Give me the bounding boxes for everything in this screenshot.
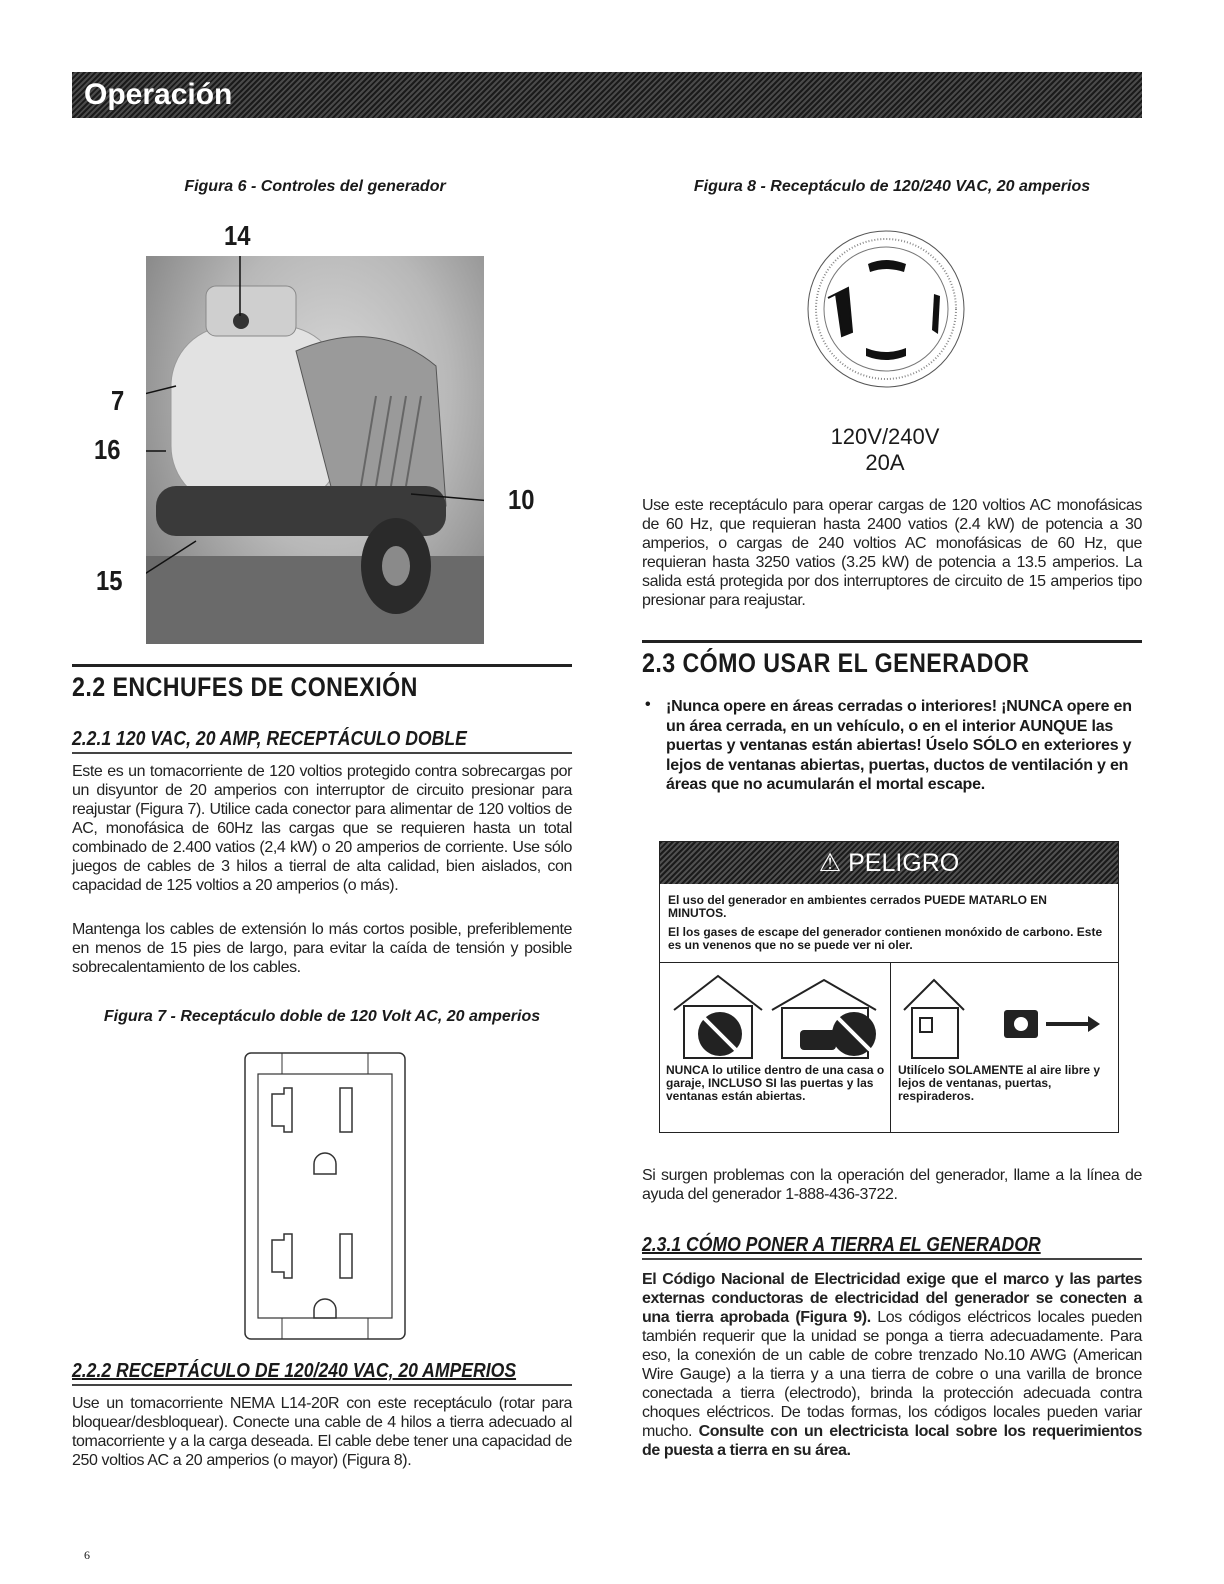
danger-line-2: El los gases de escape del generador contienen monóxido de carbono. Este es un venenos que no se puede ver ni oler. <box>668 925 1103 952</box>
danger-banner-label: PELIGRO <box>848 849 960 877</box>
outdoor-house-icon <box>900 970 1110 1060</box>
section-2-3-1-rule <box>642 1258 1142 1260</box>
section-2-2-2-rule <box>72 1384 572 1386</box>
callout-15: 15 <box>96 565 123 596</box>
consult-electrician-bold: Consulte con un electricista local sobre los requerimientos de puesta a tierra en su área. <box>642 1423 1142 1459</box>
page-number: 6 <box>84 1548 90 1562</box>
receptacle-voltage-label: 120V/240V <box>830 424 940 449</box>
warning-triangle-icon: ⚠ <box>818 849 849 877</box>
danger-line-1: El uso del generador en ambientes cerrados PUEDE MATARLO EN MINUTOS. <box>668 893 1047 920</box>
figure-6-caption: Figura 6 - Controles del generador <box>184 178 446 195</box>
callout-10: 10 <box>508 484 535 515</box>
danger-divider <box>660 962 1118 963</box>
danger-banner <box>660 842 1118 884</box>
section-2-2-1-title: 2.2.1 120 VAC, 20 AMP, RECEPTÁCULO DOBLE <box>72 728 467 750</box>
callout-7: 7 <box>111 385 125 416</box>
section-2-3-1-title: 2.3.1 CÓMO PONER A TIERRA EL GENERADOR <box>642 1234 1041 1256</box>
section-2-2-title: 2.2 ENCHUFES DE CONEXIÓN <box>72 672 418 702</box>
figure-8-paragraph: Use este receptáculo para operar cargas de 120 voltios AC monofásicas de 60 Hz, que requieran hasta 2400 vatios (2.4 kW) de potencia a 30 amperios, o cargas de 240 voltios AC monofásicas de 60 Hz, que requieran hasta 3250 vatios (3.25 kW) de potencia a 13.5 amperios. La salida está protegida por dos interruptores de circuito de 15 amperios tipo presionar para reajustar. <box>642 497 1142 609</box>
section-2-2-1-rule <box>72 752 572 754</box>
helpline-paragraph: Si surgen problemas con la operación del generador, llame a la línea de ayuda del generador 1-888-436-3722. <box>642 1167 1142 1203</box>
section-2-3-warning-bullet: ¡Nunca opere en áreas cerradas o interiores! ¡NUNCA opere en un área cerrada, en un vehículo, o en el interior AUNQUE las puertas y ventanas están abiertas! Úselo SÓLO en exteriores y lejos de ventanas abiertas, puertas, ductos de ventilación y en áreas que no acumularán el mortal escape. <box>666 698 1132 793</box>
bullet-marker: • <box>645 696 651 713</box>
grounding-body-text: Los códigos eléctricos locales pueden también requerir que la unidad se ponga a tierra adecuadamente. Para eso, la conexión de un cable de cobre trenzado No.10 AWG (American Wire Gauge) a la tierra y a una tierra de cobre o una varilla de bronce conectada a tierra (electrodo), brinda la protección adecuada contra choques eléctricos. De todas formas, los códigos locales pueden variar mucho. <box>642 1309 1142 1440</box>
page-header-title: Operación <box>84 78 233 111</box>
section-2-3-1-paragraph <box>642 1270 1142 1460</box>
section-2-2-1-paragraph-1: Este es un tomacorriente de 120 voltios protegido contra sobrecargas por un disyuntor de 20 amperios con interruptor de circuito presionar para reajustar (Figura 7). Utilice cada conector para alimentar de 120 voltios de AC, monofásica de 60Hz las cargas que se requieren hasta un total combinado de 2.400 vatios (2,4 kW) o 20 amperios de corriente. Use sólo juegos de cables de 3 hilos a tierral de alta calidad, bien aislados, con capacidad de 125 voltios a 20 amperios (o más). <box>72 763 572 894</box>
twist-lock-receptacle-figure <box>806 224 966 394</box>
never-indoors-text: NUNCA lo utilice dentro de una casa o garaje, INCLUSO SI las puertas y las ventanas están abiertas. <box>666 1063 885 1103</box>
figure-7-caption: Figura 7 - Receptáculo doble de 120 Volt AC, 20 amperios <box>103 1008 541 1025</box>
section-2-3-rule <box>642 640 1142 643</box>
callout-16: 16 <box>94 434 121 465</box>
danger-column-divider <box>890 962 891 1132</box>
callout-14: 14 <box>224 220 251 251</box>
outdoors-only-text: Utilícelo SOLAMENTE al aire libre y lejos de ventanas, puertas, respiraderos. <box>898 1063 1101 1103</box>
section-2-2-1-paragraph-2: Mantenga los cables de extensión lo más cortos posible, preferiblemente en menos de 15 pies de largo, para evitar la caída de tensión y posible sobrecalentamiento de los cables. <box>72 921 572 976</box>
grounding-code-bold: El Código Nacional de Electricidad exige que el marco y las partes externas conductoras de electricidad del generador se conecten a una tierra aprobada (Figura 9). <box>642 1271 1142 1326</box>
house-garage-icon <box>668 970 882 1060</box>
section-2-2-rule <box>72 664 572 667</box>
section-2-2-2-title: 2.2.2 RECEPTÁCULO DE 120/240 VAC, 20 AMPERIOS <box>72 1360 517 1382</box>
receptacle-amperage-label: 20A <box>865 450 905 475</box>
figure-8-caption: Figura 8 - Receptáculo de 120/240 VAC, 20 amperios <box>693 178 1091 195</box>
section-2-3-title: 2.3 CÓMO USAR EL GENERADOR <box>642 648 1030 678</box>
duplex-receptacle-figure <box>244 1052 406 1340</box>
receptacle-rating-label <box>780 424 990 476</box>
page-header-bar <box>72 72 1142 118</box>
generator-controls-photo <box>146 256 484 644</box>
danger-warning-box <box>659 841 1119 1133</box>
section-2-2-2-paragraph: Use un tomacorriente NEMA L14-20R con este receptáculo (rotar para bloquear/desbloquear). Conecte una cable de 4 hilos a tierra adecuado al tomacorriente y a la carga deseada. El cable debe tener una capacidad de 250 voltios AC a 20 amperios (o mayor) (Figura 8). <box>72 1395 572 1469</box>
